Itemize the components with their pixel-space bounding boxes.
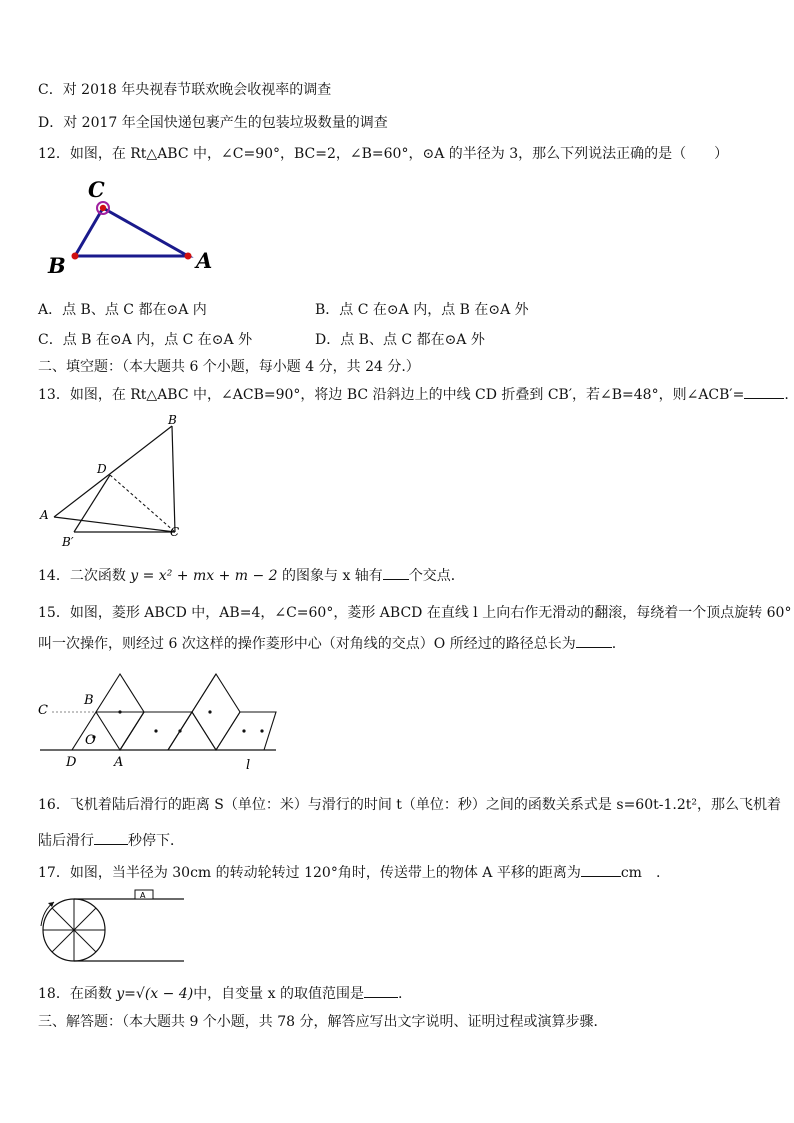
q14-stem-post: 的图象与 x 轴有 (277, 568, 383, 584)
label-b: B (168, 413, 177, 427)
label-b: B (48, 253, 66, 278)
segment-ab (54, 426, 172, 517)
q13-fold-figure (34, 412, 194, 552)
label-a: A (40, 508, 49, 522)
q11-option-d: D．对 2017 年全国快递包裹产生的包装垃圾数量的调查 (38, 115, 388, 131)
q12-option-a: A．点 B、点 C 都在⊙A 内 (38, 302, 207, 318)
point-b (72, 253, 79, 260)
center-5 (242, 729, 245, 732)
q13-stem-text: 13．如图，在 Rt△ABC 中，∠ACB=90°，将边 BC 沿斜边上的中线 CD 折叠到 CB′，若∠B=48°，则∠ACB′= (38, 387, 745, 403)
q17-pulley-figure (38, 888, 188, 968)
q15-stem-end: . (611, 636, 617, 652)
segment-ac (54, 517, 175, 532)
q13-answer-blank (744, 384, 784, 399)
q11-option-c: C．对 2018 年央视春节联欢晚会收视率的调查 (38, 82, 332, 98)
q15-stem-text: 叫一次操作，则经过 6 次这样的操作菱形中心（对角线的交点）O 所经过的路径总长为 (38, 636, 576, 652)
q16-stem-line1: 16．飞机着陆后滑行的距离 S（单位：米）与滑行的时间 t（单位：秒）之间的函数关系式是 s=60t-1.2t²，那么飞机着 (38, 797, 781, 813)
q15-rhombus-figure (36, 670, 278, 772)
segment-dc-dashed (110, 475, 175, 532)
label-a: A (196, 248, 213, 273)
q14-answer-blank (383, 565, 409, 580)
q12-option-b: B．点 C 在⊙A 内，点 B 在⊙A 外 (315, 302, 529, 318)
q13-stem (38, 384, 789, 405)
label-l: l (246, 758, 251, 772)
center-4 (208, 710, 211, 713)
q13-stem-end: . (784, 387, 789, 403)
q17-stem-end: cm . (620, 865, 661, 881)
label-b-prime: B′ (62, 535, 74, 549)
label-c: C (88, 177, 105, 202)
object-a-label: A (140, 891, 146, 900)
center-2 (154, 729, 157, 732)
q15-stem-line2 (38, 633, 616, 654)
q12-option-c: C．点 B 在⊙A 内，点 C 在⊙A 外 (38, 332, 253, 348)
q15-rhombus-svg (36, 670, 278, 772)
q18-stem-end: . (397, 986, 403, 1002)
q17-stem-text: 17．如图，当半径为 30cm 的转动轮转过 120°角时，传送带上的物体 A 平移的距离为 (38, 865, 581, 881)
label-o: O (85, 733, 96, 748)
q16-stem-end: 秒停下． (128, 833, 184, 849)
q12-option-d: D．点 B、点 C 都在⊙A 外 (315, 332, 485, 348)
point-c (100, 205, 106, 211)
q15-answer-blank (576, 633, 612, 648)
q12-triangle-figure (40, 175, 230, 285)
q16-stem-text: 陆后滑行 (38, 833, 94, 849)
q12-stem: 12．如图，在 Rt△ABC 中，∠C=90°，BC=2，∠B=60°，⊙A 的半径为 3，那么下列说法正确的是（ ） (38, 146, 729, 162)
q16-answer-blank (94, 830, 128, 845)
q18-stem-pre: 18．在函数 (38, 986, 117, 1002)
rhombus-position-5 (216, 712, 276, 750)
center-6 (260, 729, 263, 732)
q14-formula: y = x² + mx + m − 2 (130, 568, 278, 584)
label-d: D (66, 755, 77, 770)
rhombus-position-4 (192, 674, 240, 750)
segment-bc (172, 426, 175, 532)
q18-stem-post: 中，自变量 x 的取值范围是 (193, 986, 364, 1002)
q14-stem (38, 565, 465, 586)
label-c: C (170, 525, 180, 539)
point-a (185, 253, 192, 260)
q17-pulley-svg (38, 888, 188, 968)
q14-stem-end: 个交点． (408, 568, 465, 584)
q18-answer-blank (364, 983, 398, 998)
label-b: B (84, 693, 94, 708)
label-a: A (114, 755, 124, 770)
q16-stem-line2 (38, 830, 184, 851)
q13-fold-svg (34, 412, 194, 552)
q17-answer-blank (581, 862, 621, 877)
section-2-heading: 二、填空题：（本大题共 6 个小题，每小题 4 分，共 24 分.） (38, 359, 420, 375)
center-1 (118, 710, 121, 713)
label-c: C (38, 703, 48, 718)
q17-stem (38, 862, 660, 883)
q12-triangle-svg (40, 175, 230, 285)
q18-formula: y=√(x − 4) (116, 986, 194, 1002)
q15-stem-line1: 15．如图，菱形 ABCD 中，AB=4，∠C=60°，菱形 ABCD 在直线 l 上向右作无滑动的翻滚，每绕着一个顶点旋转 60° (38, 605, 792, 621)
q18-stem (38, 983, 402, 1004)
q14-stem-pre: 14．二次函数 (38, 568, 131, 584)
triangle-abc (75, 208, 188, 256)
section-3-heading: 三、解答题：（本大题共 9 个小题，共 78 分，解答应写出文字说明、证明过程或演算步骤． (38, 1014, 608, 1030)
center-3 (178, 729, 181, 732)
label-d: D (97, 462, 107, 476)
rhombus-position-triangle (168, 712, 216, 750)
